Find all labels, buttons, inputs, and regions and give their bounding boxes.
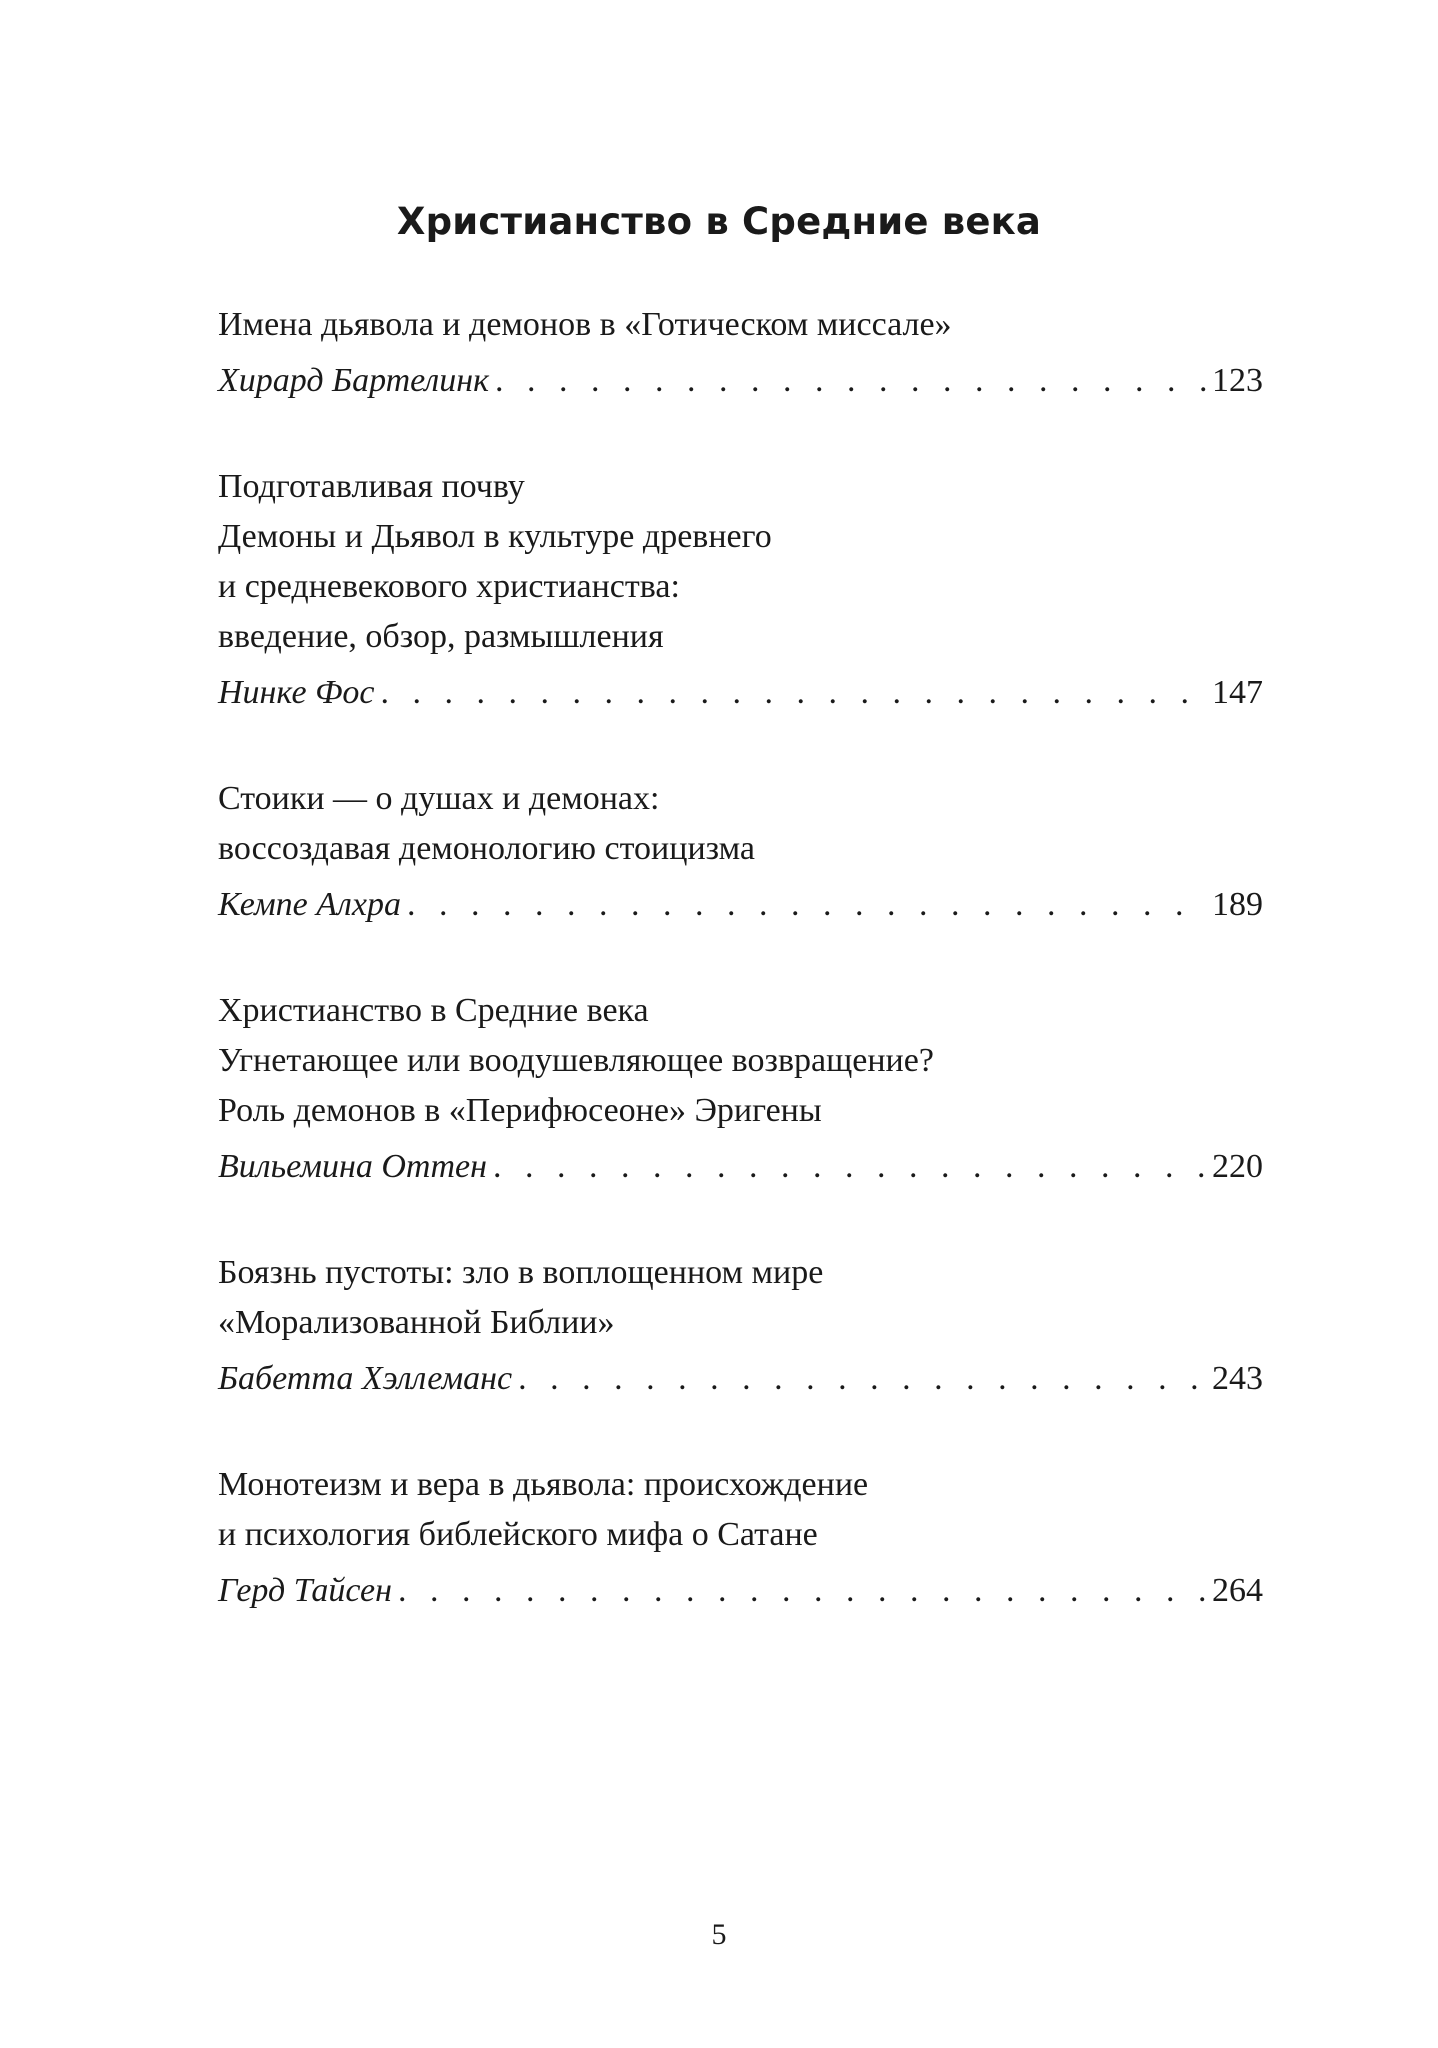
dot-leader [495, 356, 1206, 406]
entry-author-line [218, 356, 1263, 406]
entry-author-line [218, 1566, 1263, 1616]
dot-leader [518, 1354, 1206, 1404]
entry-title-line: Демоны и Дьявол в культуре древнего [218, 518, 772, 555]
entry-author: Кемпе Алхра [218, 886, 401, 923]
entry-page-number: 264 [1212, 1572, 1263, 1609]
page-number: 5 [711, 1918, 727, 1951]
entry-title-line: воссоздавая демонологию стоицизма [218, 830, 755, 867]
toc-entry [218, 986, 1263, 1192]
dot-leader [398, 1566, 1206, 1616]
dot-leader [381, 668, 1206, 718]
entry-author-line [218, 880, 1263, 930]
entry-page-number: 123 [1212, 362, 1263, 399]
entry-author: Хирард Бартелинк [218, 362, 490, 399]
toc-entry [218, 774, 1263, 930]
entry-title-line: Монотеизм и вера в дьявола: происхождение [218, 1466, 869, 1503]
entry-title-line: и психология библейского мифа о Сатане [218, 1516, 818, 1553]
entry-title-line: «Морализованной Библии» [218, 1304, 615, 1341]
entry-author: Бабетта Хэллеманс [218, 1360, 513, 1397]
entry-author: Вильемина Оттен [218, 1148, 487, 1185]
entry-title-line: Подготавливая почву [218, 468, 525, 505]
entry-page-number: 243 [1212, 1360, 1263, 1397]
entry-author: Герд Тайсен [218, 1572, 392, 1609]
entry-author-line [218, 668, 1263, 718]
entry-title-line: Роль демонов в «Перифюсеоне» Эригены [218, 1092, 822, 1129]
toc-entry [218, 1460, 1263, 1616]
entry-page-number: 189 [1212, 886, 1263, 923]
table-of-contents [218, 300, 1263, 1672]
toc-entry [218, 462, 1263, 718]
entry-author-line [218, 1142, 1263, 1192]
section-heading: Христианство в Средние века [396, 200, 1042, 243]
toc-entry [218, 300, 1263, 406]
dot-leader [407, 880, 1206, 930]
entry-title-line: Имена дьявола и демонов в «Готическом миссале» [218, 306, 952, 343]
dot-leader [493, 1142, 1206, 1192]
entry-title-line: Стоики — о душах и демонах: [218, 780, 660, 817]
entry-author: Нинке Фос [218, 674, 375, 711]
entry-title-line: Боязнь пустоты: зло в воплощенном мире [218, 1254, 824, 1291]
entry-title-line: Христианство в Средние века [218, 992, 649, 1029]
toc-entry [218, 1248, 1263, 1404]
entry-page-number: 147 [1212, 674, 1263, 711]
entry-page-number: 220 [1212, 1148, 1263, 1185]
entry-author-line [218, 1354, 1263, 1404]
entry-title-line: Угнетающее или воодушевляющее возвращение? [218, 1042, 934, 1079]
entry-title-line: введение, обзор, размышления [218, 618, 664, 655]
entry-title-line: и средневекового христианства: [218, 568, 680, 605]
